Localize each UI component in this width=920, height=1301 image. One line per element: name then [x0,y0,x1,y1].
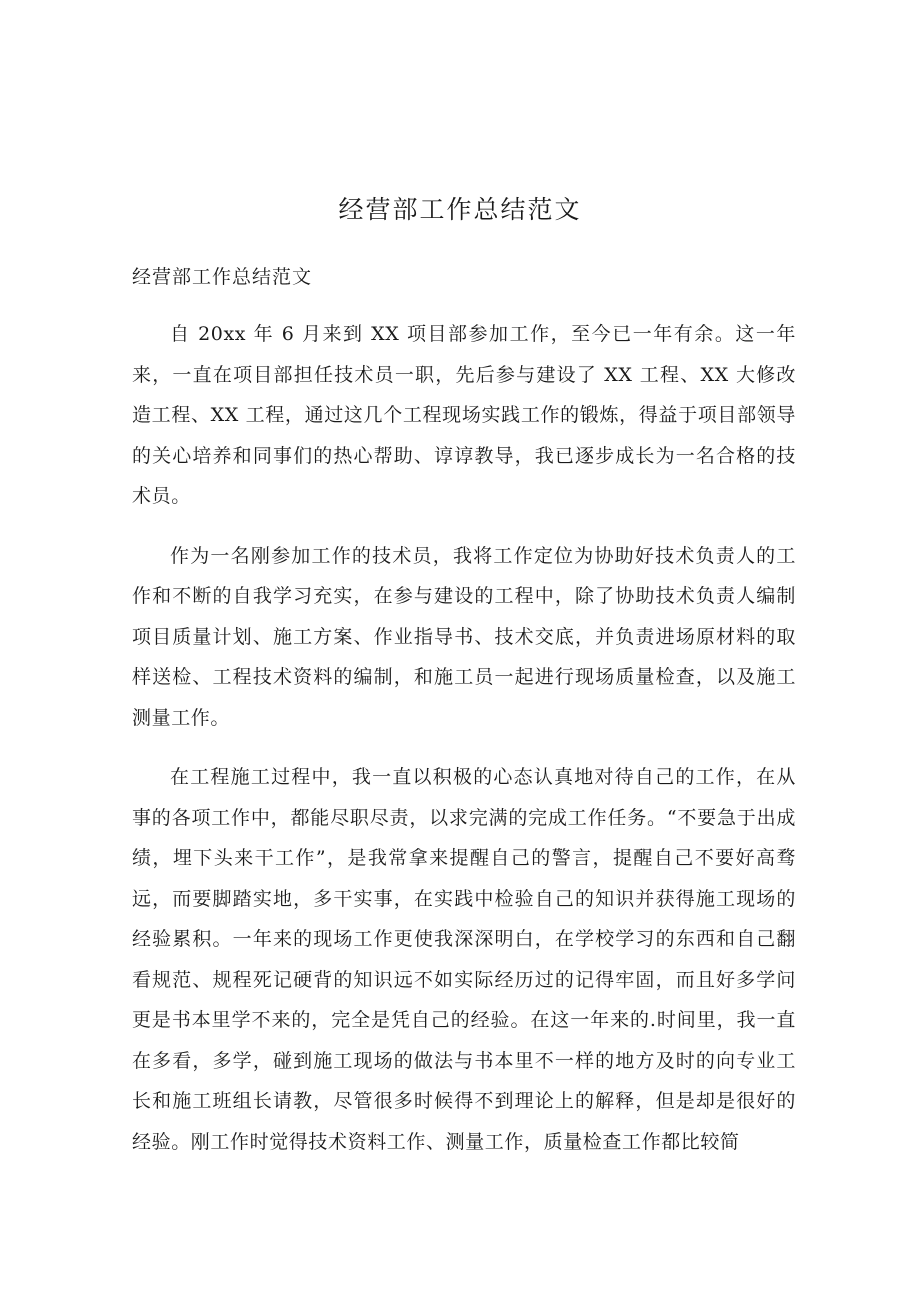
document-subtitle: 经营部工作总结范文 [132,266,313,288]
paragraph-1: 自 20xx 年 6 月来到 XX 项目部参加工作，至今已一年有余。这一年来，一直在项目部担任技术员一职，先后参与建设了 XX 工程、XX 大修改造工程、XX 工程，通过这几个工程现场实践工作的锻炼，得益于项目部领导的关心培养和同事们的热心帮助、谆谆教导，我已逐步成长为一名合格的技术员。 [132,323,796,507]
paragraph-2: 作为一名刚参加工作的技术员，我将工作定位为协助好技术负责人的工作和不断的自我学习充实，在参与建设的工程中，除了协助技术负责人编制项目质量计划、施工方案、作业指导书、技术交底，并负责进场原材料的取样送检、工程技术资料的编制，和施工员一起进行现场质量检查，以及施工测量工作。 [132,544,796,729]
document-body [132,314,796,1181]
paragraph-3: 在工程施工过程中，我一直以积极的心态认真地对待自己的工作，在从事的各项工作中，都能尽职尽责，以求完满的完成工作任务。“不要急于出成绩，埋下头来干工作”，是我常拿来提醒自己的警言，提醒自己不要好高骛远，而要脚踏实地，多干实事，在实践中检验自己的知识并获得施工现场的经验累积。一年来的现场工作更使我深深明白，在学校学习的东西和自己翻看规范、规程死记硬背的知识远不如实际经历过的记得牢固，而且好多学问更是书本里学不来的，完全是凭自己的经验。在这一年来的.时间里，我一直在多看，多学，碰到施工现场的做法与书本里不一样的地方及时的向专业工长和施工班组长请教，尽管很多时候得不到理论上的解释，但是却是很好的经验。刚工作时觉得技术资料工作、测量工作，质量检查工作都比较简 [132,766,796,1153]
document-title: 经营部工作总结范文 [338,195,582,224]
